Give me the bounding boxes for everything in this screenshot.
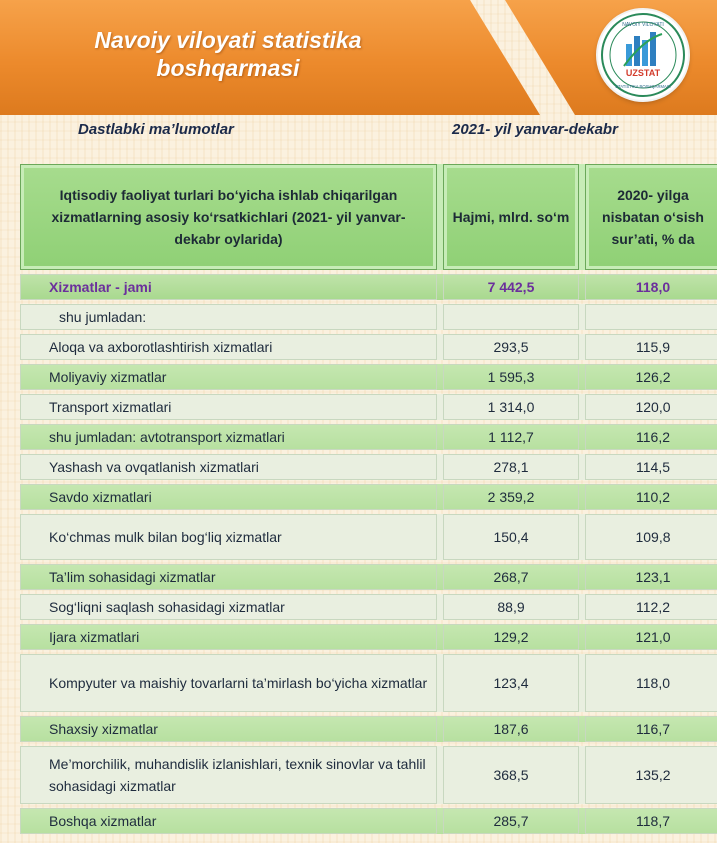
- row-label: shu jumladan:: [20, 304, 437, 330]
- row-growth: 116,7: [585, 716, 717, 742]
- row-label: Xizmatlar - jami: [20, 274, 437, 300]
- table-row: [20, 484, 717, 510]
- row-growth: 120,0: [585, 394, 717, 420]
- column-header-activity: Iqtisodiy faoliyat turlari bo‘yicha ishlab chiqarilgan xizmatlarning asosiy ko‘rsatkichlari (2021- yil yanvar-dekabr oylarida): [20, 164, 437, 270]
- row-label: Shaxsiy xizmatlar: [20, 716, 437, 742]
- row-growth: 109,8: [585, 514, 717, 560]
- row-volume: 285,7: [443, 808, 579, 834]
- title-line-1: Navoiy viloyati statistika: [94, 27, 362, 53]
- logo-text-top: NAVOIY VILOYATI: [622, 22, 664, 28]
- row-label: Ta’lim sohasidagi xizmatlar: [20, 564, 437, 590]
- row-growth: 118,0: [585, 654, 717, 712]
- uzstat-logo: [598, 10, 688, 100]
- table-row: [20, 654, 717, 712]
- column-header-volume: Hajmi, mlrd. so‘m: [443, 164, 579, 270]
- row-volume: 2 359,2: [443, 484, 579, 510]
- row-growth: 114,5: [585, 454, 717, 480]
- row-volume: 150,4: [443, 514, 579, 560]
- page-title: [48, 26, 408, 82]
- table-header-row: [20, 164, 717, 270]
- row-growth: 112,2: [585, 594, 717, 620]
- row-volume: 368,5: [443, 746, 579, 804]
- table-row: [20, 746, 717, 804]
- row-label: shu jumladan: avtotransport xizmatlari: [20, 424, 437, 450]
- logo-text-bottom: STATISTIKA BOSHQARMASI: [615, 84, 671, 89]
- row-growth: 118,0: [585, 274, 717, 300]
- row-growth: 121,0: [585, 624, 717, 650]
- row-label: Ijara xizmatlari: [20, 624, 437, 650]
- row-label: Kompyuter va maishiy tovarlarni ta’mirlash bo‘yicha xizmatlar: [20, 654, 437, 712]
- table-row: [20, 564, 717, 590]
- table-row: [20, 394, 717, 420]
- row-volume: 7 442,5: [443, 274, 579, 300]
- row-label: Yashash va ovqatlanish xizmatlari: [20, 454, 437, 480]
- table-row: [20, 334, 717, 360]
- row-volume: 278,1: [443, 454, 579, 480]
- row-growth: 118,7: [585, 808, 717, 834]
- row-label: Transport xizmatlari: [20, 394, 437, 420]
- services-table: [20, 160, 717, 838]
- table-row: [20, 364, 717, 390]
- table-row: [20, 716, 717, 742]
- table-row: [20, 594, 717, 620]
- uzstat-logo-icon: [598, 10, 688, 100]
- period-label: 2021- yil yanvar-dekabr: [452, 121, 618, 138]
- row-label: Sog‘liqni saqlash sohasidagi xizmatlar: [20, 594, 437, 620]
- row-volume: 1 314,0: [443, 394, 579, 420]
- row-volume: 293,5: [443, 334, 579, 360]
- row-label: Boshqa xizmatlar: [20, 808, 437, 834]
- row-growth: 123,1: [585, 564, 717, 590]
- row-growth: 135,2: [585, 746, 717, 804]
- row-growth: 110,2: [585, 484, 717, 510]
- table-row: [20, 454, 717, 480]
- table-row-subhead: [20, 304, 717, 330]
- title-line-2: boshqarmasi: [156, 55, 300, 81]
- table-row: [20, 514, 717, 560]
- row-label: Moliyaviy xizmatlar: [20, 364, 437, 390]
- row-volume: 88,9: [443, 594, 579, 620]
- row-growth: 126,2: [585, 364, 717, 390]
- row-label: Aloqa va axborotlashtirish xizmatlari: [20, 334, 437, 360]
- table-row: [20, 808, 717, 834]
- column-header-growth: 2020- yilga nisbatan o‘sish sur’ati, % da: [585, 164, 717, 270]
- table-row: [20, 424, 717, 450]
- row-volume: 1 112,7: [443, 424, 579, 450]
- row-volume: 187,6: [443, 716, 579, 742]
- row-volume: 268,7: [443, 564, 579, 590]
- row-label: Ko‘chmas mulk bilan bog‘liq xizmatlar: [20, 514, 437, 560]
- row-label: Me’morchilik, muhandislik izlanishlari, texnik sinovlar va tahlil sohasidagi xizmatlar: [20, 746, 437, 804]
- table-row: [20, 624, 717, 650]
- row-volume: 123,4: [443, 654, 579, 712]
- row-growth: 115,9: [585, 334, 717, 360]
- logo-text-mid: UZSTAT: [625, 68, 661, 78]
- preliminary-data-label: Dastlabki ma’lumotlar: [78, 121, 234, 138]
- row-growth: 116,2: [585, 424, 717, 450]
- row-volume: 1 595,3: [443, 364, 579, 390]
- row-label: Savdo xizmatlari: [20, 484, 437, 510]
- table-row-total: [20, 274, 717, 300]
- row-volume: 129,2: [443, 624, 579, 650]
